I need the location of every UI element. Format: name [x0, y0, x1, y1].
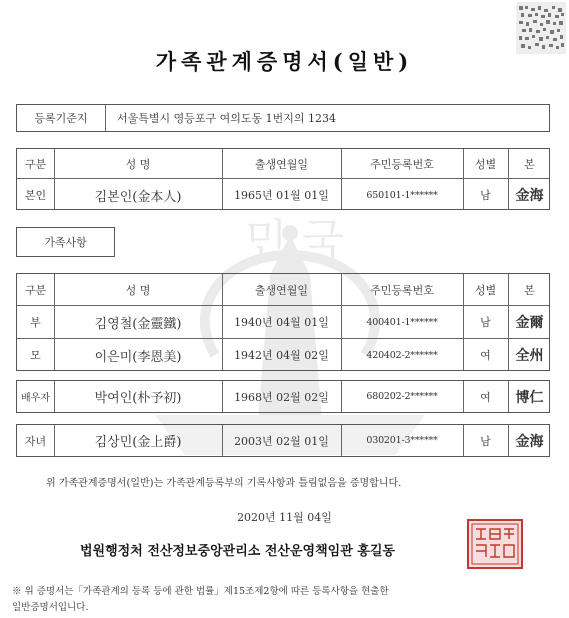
header-birth: 출생연월일: [254, 283, 309, 297]
row-name: 김본인(金本人): [94, 189, 182, 205]
row-sex: 남: [480, 189, 491, 202]
header-origin: 본: [524, 283, 535, 297]
row-birth: 2003년 02월 01일: [234, 434, 329, 448]
registration-box: [16, 104, 550, 132]
row-origin: 全州: [515, 348, 544, 364]
header-sex: 성별: [474, 283, 497, 297]
row-id: 030201-3******: [366, 435, 438, 446]
row-division: 본인: [24, 189, 47, 202]
spouse-row: [16, 380, 550, 413]
footnote-line-1: ※ 위 증명서는「가족관계의 등록 등에 관한 법률」제15조제2항에 따른 등록사항을 현출한: [12, 586, 389, 597]
issue-date: 2020년 11월 04일: [237, 511, 332, 524]
self-table: [16, 148, 550, 210]
row-birth: 1965년 01월 01일: [234, 189, 329, 202]
row-sex: 여: [480, 390, 491, 404]
divider: [105, 105, 106, 131]
registration-label: 등록기준지: [34, 112, 88, 125]
row-birth: 1968년 02월 02일: [234, 390, 329, 404]
family-label-text: 가족사항: [44, 236, 87, 249]
row-origin: 金海: [515, 433, 544, 450]
official-seal: [467, 519, 523, 569]
watermark-text: 민 국: [245, 215, 344, 266]
row-id: 680202-2******: [366, 391, 438, 402]
header-division: 구분: [24, 157, 47, 171]
header-name: 성 명: [125, 157, 151, 171]
header-name: 성 명: [125, 283, 151, 297]
row-sex: 여: [480, 349, 491, 362]
certification-text: 위 가족관계증명서(일반)는 가족관계등록부의 기록사항과 틀림없음을 증명합니다.: [46, 478, 402, 489]
row-birth: 1942년 04월 02일: [234, 349, 329, 362]
row-name: 김영철(金靈鐵): [94, 316, 182, 332]
table-header-row: [17, 149, 551, 178]
header-id: 주민등록번호: [370, 283, 434, 297]
row-sex: 남: [480, 434, 491, 448]
row-name: 박여인(朴予初): [94, 391, 182, 406]
row-origin: 金爾: [515, 315, 544, 331]
row-name: 김상민(金上爵): [94, 435, 182, 450]
row-origin: 博仁: [515, 389, 544, 406]
row-division: 자녀: [24, 434, 47, 448]
header-division: 구분: [24, 283, 47, 297]
row-id: 650101-1******: [366, 189, 438, 201]
table-row: [17, 306, 551, 338]
header-id: 주민등록번호: [370, 157, 434, 171]
family-section-label: [16, 227, 115, 257]
header-origin: 본: [524, 157, 535, 171]
row-sex: 남: [480, 316, 491, 329]
row-division: 부: [30, 316, 41, 329]
row-origin: 金海: [515, 188, 544, 204]
row-division: 배우자: [21, 393, 50, 404]
header-birth: 출생연월일: [254, 157, 309, 171]
row-birth: 1940년 04월 01일: [234, 316, 329, 329]
table-row: [17, 339, 551, 371]
row-id: 400401-1******: [366, 316, 438, 328]
table-header-row: [17, 274, 551, 305]
row-division: 모: [30, 349, 41, 362]
table-row: [17, 179, 551, 211]
registration-value: 서울특별시 영등포구 여의도동 1번지의 1234: [117, 112, 336, 125]
child-row: [16, 424, 550, 457]
parents-table: [16, 273, 550, 371]
row-name: 이은미(李恩美): [94, 349, 182, 365]
issuer-name: 법원행정처 전산정보중앙관리소 전산운영책임관 홍길동: [80, 544, 395, 559]
header-sex: 성별: [474, 157, 497, 171]
document-title: 가족관계증명서(일반): [155, 49, 414, 74]
row-id: 420402-2******: [366, 349, 438, 361]
footnote-line-2: 일반증명서입니다.: [12, 602, 89, 613]
